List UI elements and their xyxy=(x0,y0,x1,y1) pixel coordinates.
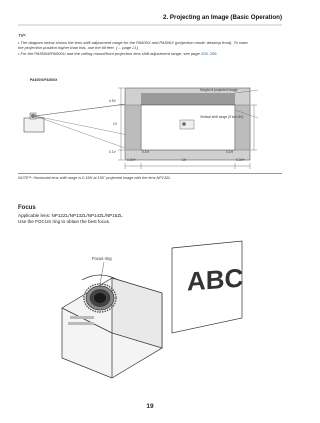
left-shift-column xyxy=(125,105,141,150)
screen-text: ABC xyxy=(187,262,244,297)
tip-bullet-2-end: . xyxy=(216,51,218,56)
lens xyxy=(86,286,114,310)
note-divider xyxy=(18,173,282,174)
note-text: NOTE*¹: Horizontal lens shift range is 0.15H at 150" projected image with the lens NP13ZL. xyxy=(18,176,172,180)
focus-ring-leader xyxy=(100,262,104,284)
projector-illustration xyxy=(52,238,252,388)
tip-bullet-1-text: the projection position higher than this, use the tilt feet. (→ page xyxy=(18,45,133,50)
applicable-lens-text: Applicable lens: NP12ZL/NP13ZL/NP14ZL/NP15ZL xyxy=(18,213,123,218)
label-0.5v: 0.5V xyxy=(109,99,116,103)
focus-heading: Focus xyxy=(18,205,36,211)
right-shift-column xyxy=(235,105,250,150)
section-title: 2. Projecting an Image (Basic Operation) xyxy=(163,14,282,21)
projected-screen xyxy=(172,241,244,333)
page-number: 19 xyxy=(146,403,154,410)
label-0.1h-left: 0.1H xyxy=(142,150,149,154)
label-1v: 1V xyxy=(113,122,118,126)
page-link-205-206[interactable]: 205, 206 xyxy=(200,51,217,56)
tip-bullet-1-line-1: • The diagram below shows the lens shift adjustment range for the PA600X and PA500X (projection mode: desktop front). To raise xyxy=(18,40,248,45)
tip-bullet-1-line-2 xyxy=(18,45,138,50)
label-0.1v: 0.1V xyxy=(109,150,116,154)
height-of-image-label: Height of projected image xyxy=(200,88,238,92)
projector-icon xyxy=(24,113,44,132)
focus-instruction-text: Use the FOCUS ring to obtain the best focus. xyxy=(18,219,111,224)
tip-bullet-2 xyxy=(18,51,218,56)
screen-projector-icon xyxy=(180,120,194,129)
vertical-offset-band xyxy=(141,93,235,105)
model-label: PA600X/PA500X xyxy=(30,78,58,82)
tip-bullet-1-end: ) xyxy=(136,45,139,50)
focus-ring-label: Focus ring xyxy=(92,256,112,261)
label-1h: 1H xyxy=(182,158,187,162)
label-0.1h-right: 0.1H xyxy=(226,150,233,154)
label-0.3h-right: 0.3H*¹ xyxy=(236,158,246,162)
label-0.3h-left: 0.3H*¹ xyxy=(127,158,137,162)
vertical-shift-label: Vertical shift range (0 to 0.5V) xyxy=(200,115,244,119)
page-link-21[interactable]: 21 xyxy=(132,45,137,50)
tip-bullet-2-text: • For the PA550W/PA500U and the ceiling mount/front projection lens shift adjustment range, see page xyxy=(18,51,201,56)
tip-label: TIP: xyxy=(18,33,27,38)
